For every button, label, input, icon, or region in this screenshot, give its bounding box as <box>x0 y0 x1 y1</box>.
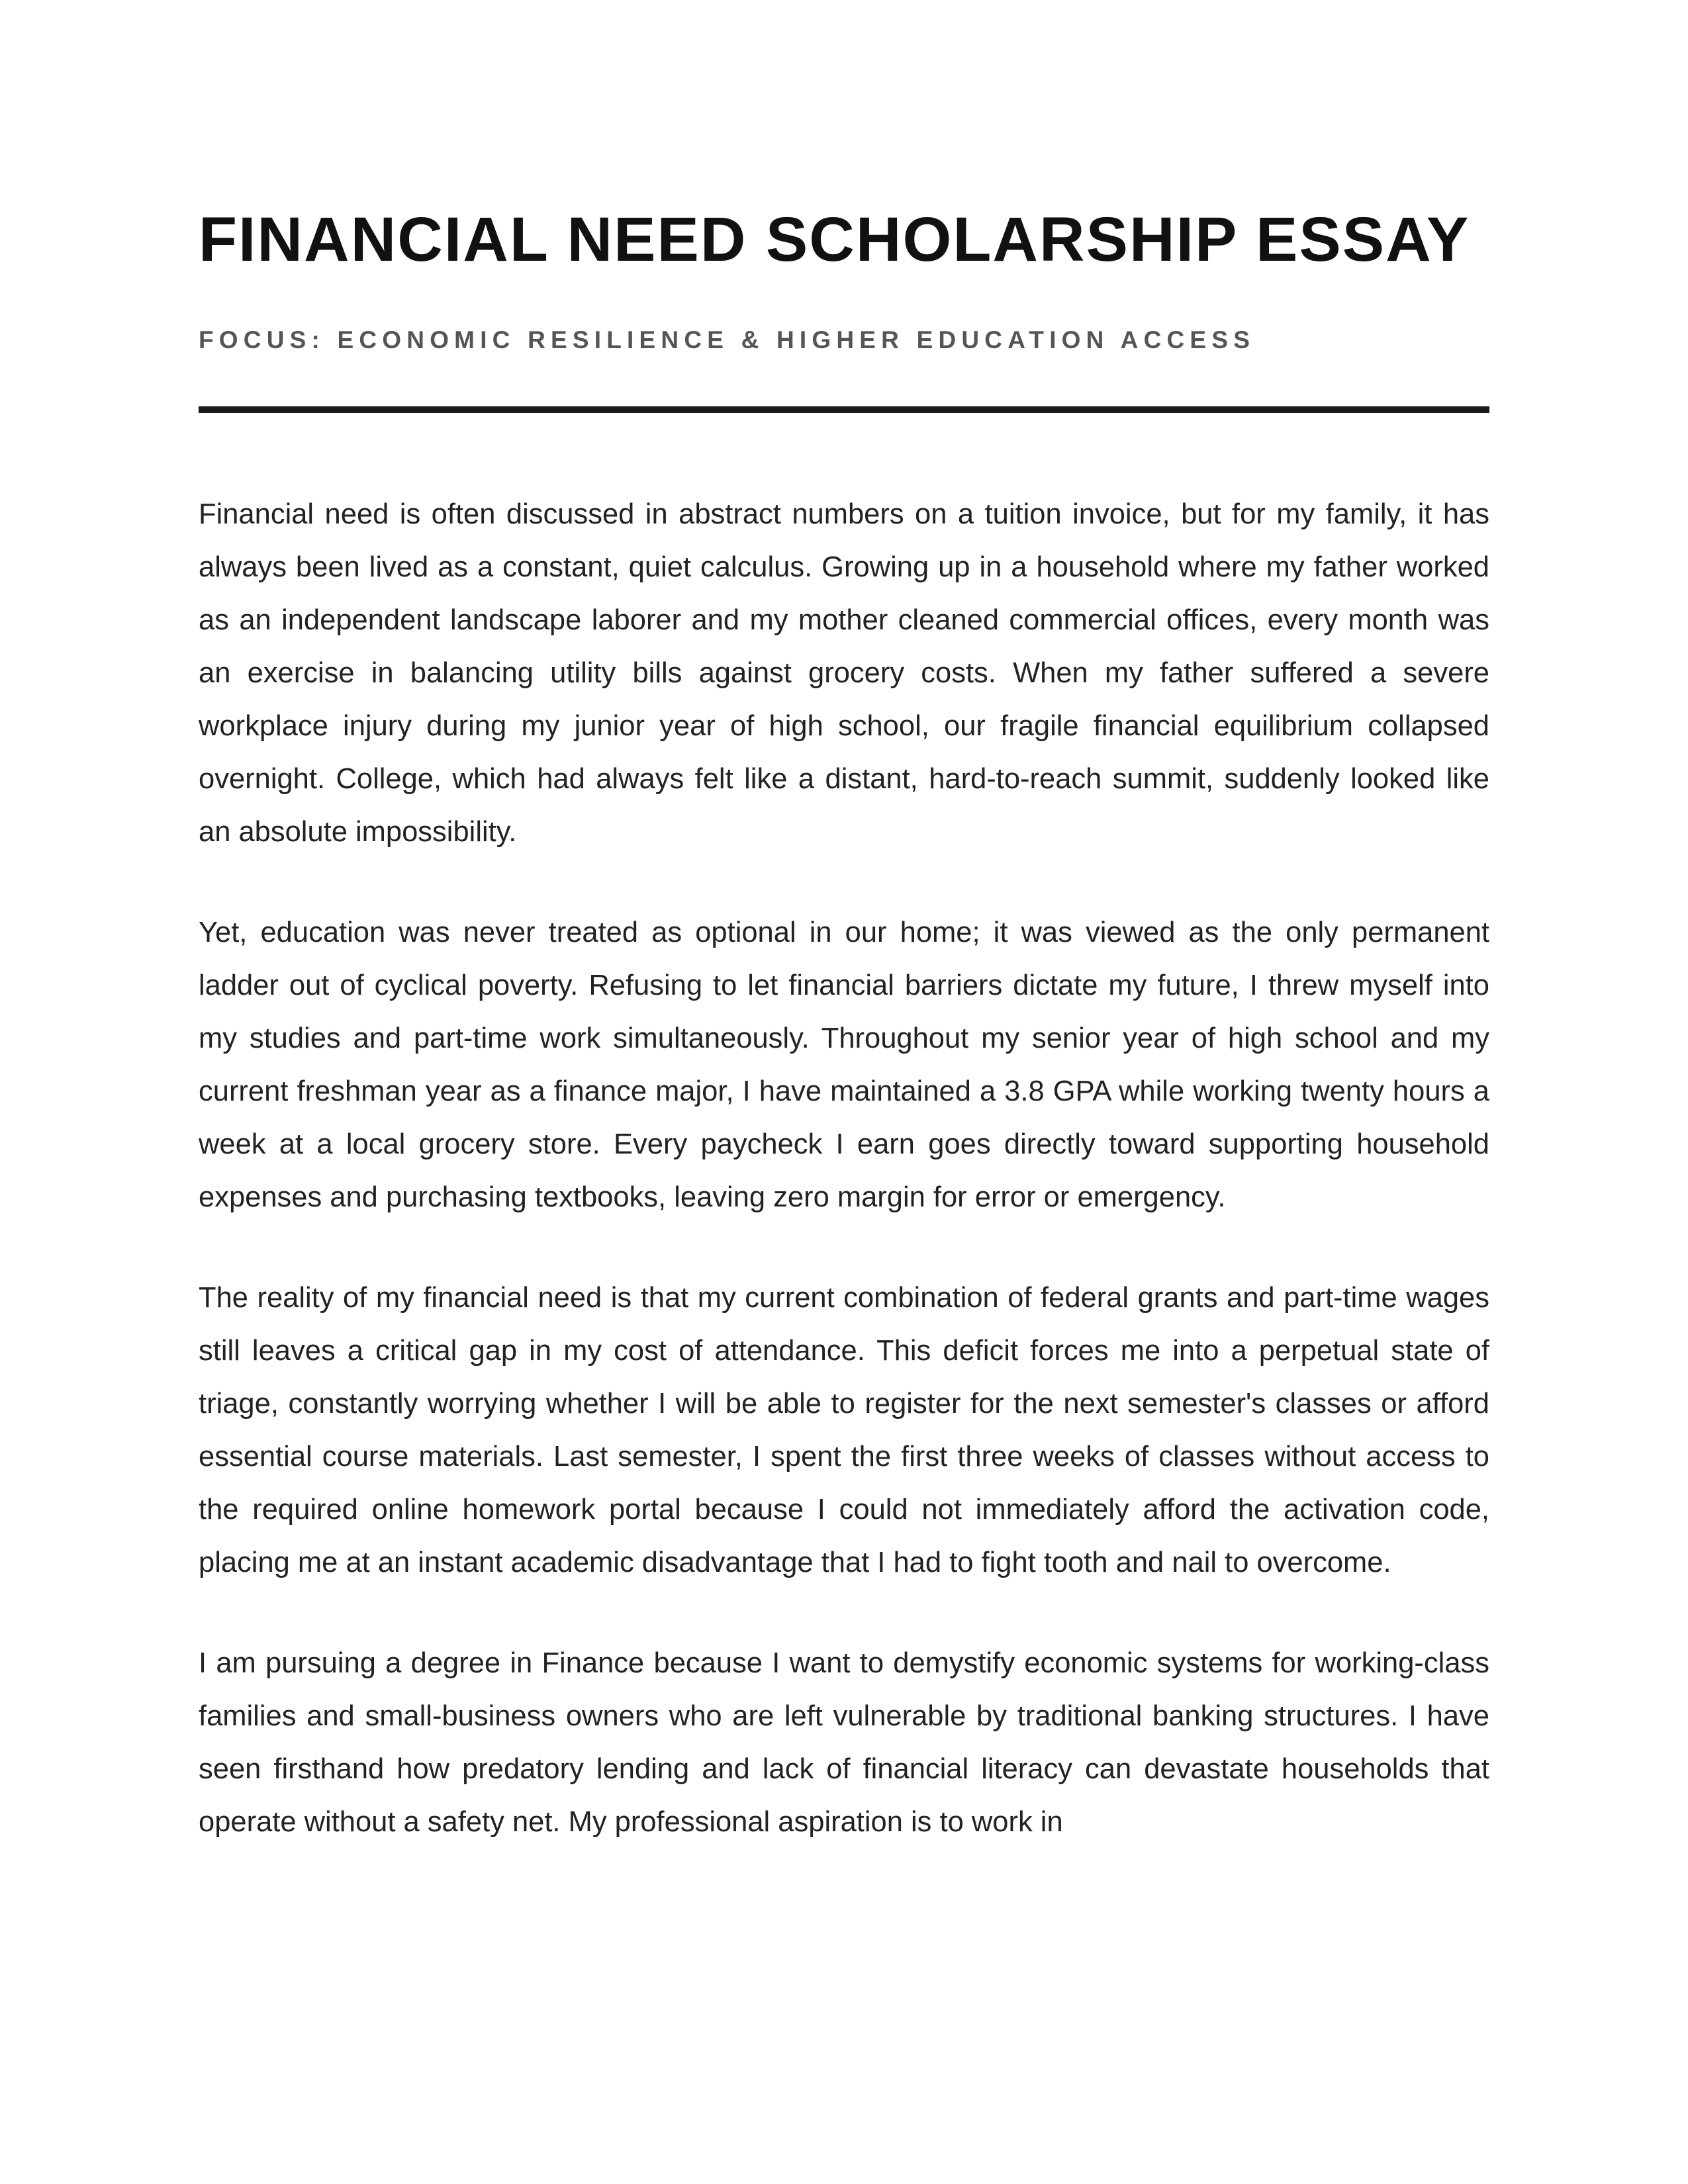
title-divider <box>199 406 1489 413</box>
essay-body <box>199 488 1489 1896</box>
essay-paragraph-4: I am pursuing a degree in Finance because I want to demystify economic systems for working-class families and small-business owners who are left vulnerable by traditional banking structures. I have seen firsthand how predatory lending and lack of financial literacy can devastate households that operate without a safety net. My professional aspiration is to work in <box>199 1647 1489 1838</box>
document-subtitle: FOCUS: ECONOMIC RESILIENCE & HIGHER EDUCATION ACCESS <box>199 326 1256 353</box>
essay-paragraph-3: The reality of my financial need is that my current combination of federal grants and part-time wages still leaves a critical gap in my cost of attendance. This deficit forces me into a perpetual state of triage, constantly worrying whether I will be able to register for the next semester's classes or afford essential course materials. Last semester, I spent the first three weeks of classes without access to the required online homework portal because I could not immediately afford the activation code, placing me at an instant academic disadvantage that I had to fight tooth and nail to overcome. <box>199 1282 1489 1578</box>
essay-paragraph-1: Financial need is often discussed in abstract numbers on a tuition invoice, but for my family, it has always been lived as a constant, quiet calculus. Growing up in a household where my father worked as an independent landscape laborer and my mother cleaned commercial offices, every month was an exercise in balancing utility bills against grocery costs. When my father suffered a severe workplace injury during my junior year of high school, our fragile financial equilibrium collapsed overnight. College, which had always felt like a distant, hard-to-reach summit, suddenly looked like an absolute impossibility. <box>199 498 1489 848</box>
document-page <box>199 0 1489 2184</box>
document-title: FINANCIAL NEED SCHOLARSHIP ESSAY <box>199 205 1470 275</box>
essay-paragraph-2: Yet, education was never treated as optional in our home; it was viewed as the only permanent ladder out of cyclical poverty. Refusing to let financial barriers dictate my future, I threw myself into my studies and part-time work simultaneously. Throughout my senior year of high school and my current freshman year as a finance major, I have maintained a 3.8 GPA while working twenty hours a week at a local grocery store. Every paycheck I earn goes directly toward supporting household expenses and purchasing textbooks, leaving zero margin for error or emergency. <box>199 917 1489 1213</box>
